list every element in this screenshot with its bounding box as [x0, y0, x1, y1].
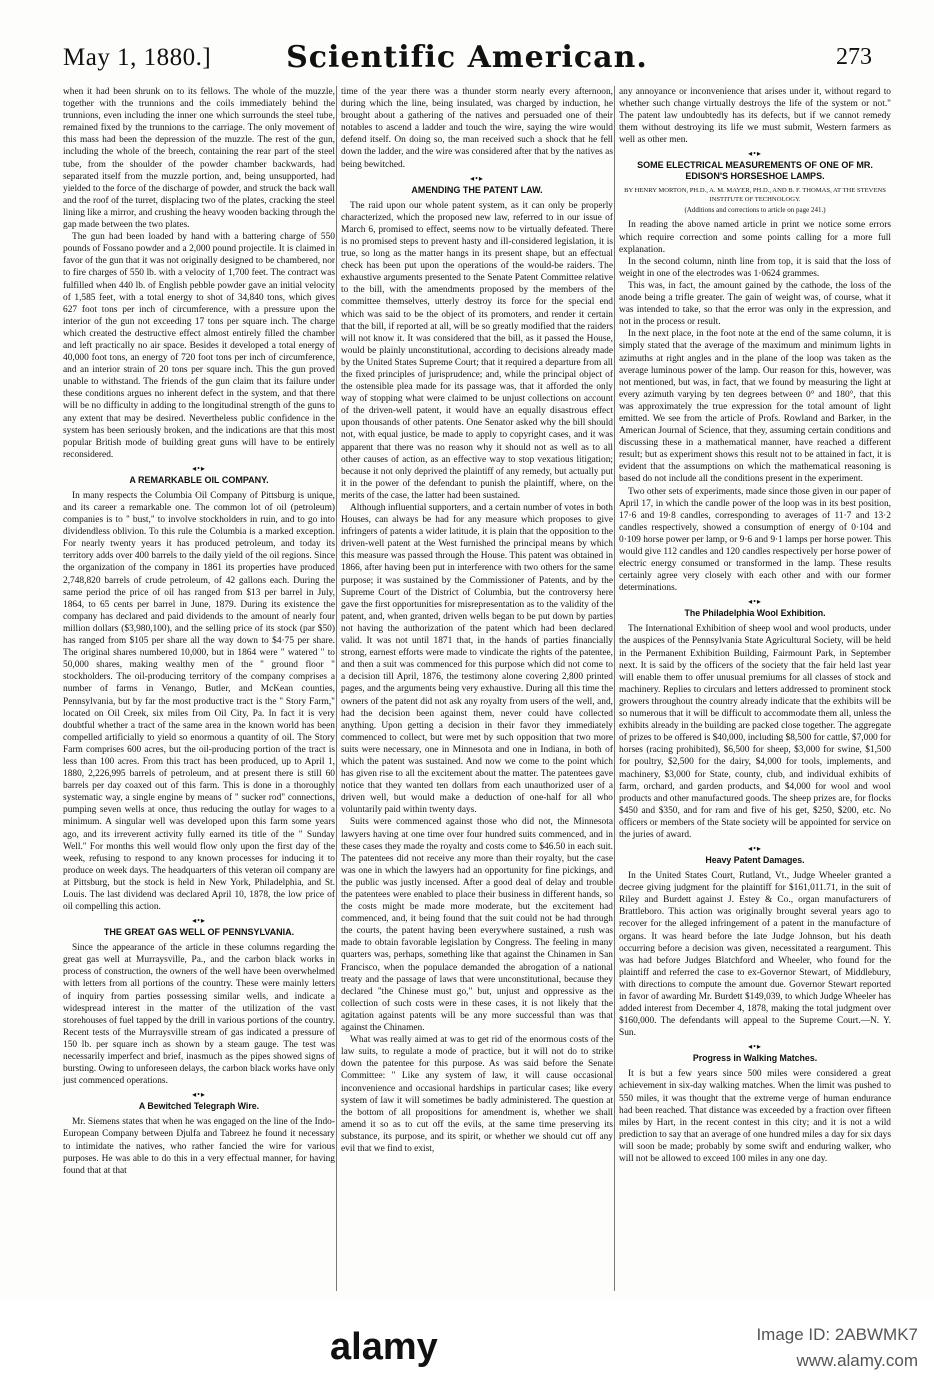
paragraph: Although influential supporters, and a certain number of votes in both Houses, can always be had for any measure which proposes to give infringers of patents a wider latitude, it is plain that the opposition to the driven-well patent at the West furnished the principal means by which this measure was passed through the House. This patent was obtained in 1866, after having been put in interference with two others for the same purpose; it was sustained by the Commissioner of Patents, and by the Supreme Court of the District of Columbia, but the controversy here gave the first opportunities for misrepresentation as to the validity of the patent, and, when granted, driven wells began to be put down by parties not having the authorization of the patent which had been declared valid. It was not until 1871 that, in the hands of parties financially strong, earnest efforts were made to vindicate the rights of the patentee, and then a suit was commenced for this purpose which did not come to a decision till April, 1876, the testimony alone covering 2,800 printed pages, and the arguments being very exhaustive. During all this time the owners of the patent did not ask any royalty from users of the well, and, had the decision been against them, never could have collected anything. Upon getting a decision in their favor they immediately commenced to collect, but were met by such opposition that two more suits were necessary, one in Minnesota and one in Indiana, in both of which the patent was sustained. And now we come to the point which has given rise to all the excitement about the matter. The patentees gave notice that they wanted ten dollars from each unauthorized user of a driven well, but would make a deduction of one-half for all who voluntarily paid within twenty days. [341, 503, 613, 816]
paragraph: time of the year there was a thunder storm nearly every afternoon, during which the line, being insulated, was charged by induction, he brought about a gathering of the natives and persuaded one of their notables to ascend a ladder and touch the wire, saying the wire would defend itself. On doing so, the man received such a shock that he fell down the ladder, and the wire was considered after that by the natives as being bewitched. [341, 87, 613, 170]
issue-date: May 1, 1880.] [63, 44, 212, 71]
paragraph: when it had been shrunk on to its fellows. The whole of the muzzle, together with the trunnions and the coils immediately behind the trunnions, even including the inner one which surrounds the steel tube, remained fixed by the trunnions to the carriage. The only movement of this mass had been the depression of the muzzle. The rest of the gun, including the whole of the breech, containing the rear part of the steel tube, from the shoulder of the powder chamber backwards, had separated itself from the muzzle portion, and, being unsupported, had yielded to the force of the discharge of powder, and struck the back wall and the roof of the turret, displacing two of the plates, cracking the steel lining like a mirror, and crushing the heavy wooden backing through the gap made between the two plates. [63, 87, 335, 231]
paragraph: Since the appearance of the article in these columns regarding the great gas well at Murraysville, Pa., and the carbon black works in process of construction, the owners of the well have been overwhelmed with letters from all portions of the country. These were mainly letters of inquiry from parties possessing similar wells, and indicate a widespread interest in the matter of the utilization of the vast storehouses of fuel tapped by the drill in various portions of the country. Recent tests of the Murraysville stream of gas indicated a pressure of 150 lb. per square inch as shown by a steam gauge. The test was necessarily imperfect and brief, inasmuch as the pipes showed signs of bursting. Owing to unforeseen delays, the carbon black works have only just commenced operations. [63, 943, 335, 1087]
paragraph: It is but a few years since 500 miles were considered a great achievement in six-day walking matches. When the limit was pushed to 550 miles, it was thought that the extreme verge of human endurance had been reached. That distance was exceeded by a fraction over fifteen miles by Hart, in the recent contest in this city; and it is not a wild prediction to say that an average of one hundred miles a day for six days will soon be made; probably by some swift and enduring walker, who will not be allowed to exceed 100 miles in any one day. [619, 1069, 891, 1165]
separator-ornament: ◂•▸ [470, 173, 484, 183]
separator-ornament: ◂•▸ [748, 149, 762, 159]
paragraph: In the second column, ninth line from top, it is said that the loss of weight in one of the electrodes was 1·0624 grammes. [619, 256, 891, 279]
paragraph: Suits were commenced against those who did not, the Minnesota lawyers having at one time over four hundred suits commenced, and in these cases they made the royalty and costs come to $46.50 in each suit. The patentees did not receive any more than their royalty, but the case was one in which the lawyers had an opportunity for fine pickings, and the public was justly incensed. After a good deal of delay and trouble the patentees were enabled to place their business in different hands, so the costs might be made more moderate, but the excitement had commenced, and, it being found that the suit could not be had through the courts, the patent having been everywhere sustained, a rush was made to obtain favorable legislation by Congress. The feeling in many quarters was, perhaps, something like that against the Chinamen in San Francisco, when the populace demanded the abrogation of a national treaty and the passage of laws that were unconstitutional, because they declared "the Chinese must go," but, unjust and oppressive as the collection of such costs were in these cases, it is not likely that the agitation against patents will be any more successful than was that against the Chinamen. [341, 817, 613, 1034]
paragraph: The raid upon our whole patent system, as it can only be properly characterized, which the proposed new law, referred to in our issue of March 6, promised to effect, seems now to be virtually defeated. There is no promised steps to prevent hasty and ill-considered legislation, it is true, so long as the matter hangs in its present shape, but an effectual check has been put upon the operations of the would-be raiders. The exhaustive arguments presented to the Senate Patent Committee relative to the bill, with the amendments proposed by the members of the committee themselves, utterly destroy its force for the special end which was said to be the object of its promoters, and render it certain that the bill, if reported at all, will be so greatly modified that the raiders will not know it. It was considered that the bill, as it passed the House, would be plainly unconstitutional, according to decisions already made by the United States Supreme Court; that it required a departure from all the fixed principles of jurisprudence; and, while the principal object of the ostensible plea made for its passage was, that it afforded the only way of stopping what were claimed to be unjust collections on account of the driven-well patent, it would have an equally disastrous effect upon thousands of other patents. One Senator asked why the bill should not, with equal justice, be made to apply to copyright cases, and it was apparent that there was no reason why it should not as well as to all other causes of action, as an effective way to stop vexatious litigation; because it not only deprived the plaintiff of any remedy, but actually put it in the power of the defendant to punish the plaintiff, where, on the merits of the case, the latter had been sustained. [341, 200, 613, 501]
separator-ornament: ◂•▸ [192, 463, 206, 473]
watermark-info [756, 1322, 918, 1374]
paragraph: In the next place, in the foot note at the end of the same column, it is simply stated that the average of the maximum and minimum lights in azimuths at right angles and in the plane of the loop was taken as the average luminous power of the lamp. Our reason for this, however, was not mentioned, but was, in fact, that we found by measuring the light at every azimuth varying by ten degrees between 0° and 180°, that this was approximately the true expression for the total amount of light emitted. We see from the article of Profs. Rowland and Barker, in the American Journal of Science, that they, assuming certain conditions and discussing these in a mathematical manner, have reached a different result; but as experiment shows this result not to be attained in fact, it is evident that the assumptions on which the mathematical reasoning is based do not include all the conditions present in the experiment. [619, 329, 891, 485]
separator-ornament: ◂•▸ [192, 1090, 206, 1100]
paragraph: Two other sets of experiments, made since those given in our paper of April 17, in which the candle power of the loop was in its best position, 17·6 and 19·8 candles, corresponding to averages of 11·7 and 13·2 candles respectively, showed a consumption of energy of 0·104 and 0·109 horse power per lamp, or 9·6 and 9·1 lamps per horse power. This would give 112 candles and 120 candles respectively per horse power of electric energy consumed or transformed in the lamp. These results certainly agree very closely with each other and with our former determinations. [619, 486, 891, 594]
article-byline: BY HENRY MORTON, PH.D., A. M. MAYER, PH.D., AND B. F. THOMAS, AT THE STEVENS INSTITUTE OF TECHNOLOGY. [624, 187, 886, 204]
site-url: www.alamy.com [796, 1351, 918, 1370]
article-heading: Progress in Walking Matches. [692, 1053, 818, 1064]
paragraph: any annoyance or inconvenience that arises under it, without regard to whether such change virtually destroys the life of the system or not." The patent law undoubtedly has its defects, but if we cannot remedy them without destroying its life we must submit, Western farmers as well as other men. [619, 87, 891, 146]
separator-ornament: ◂•▸ [748, 597, 762, 607]
separator-ornament: ◂•▸ [748, 1042, 762, 1052]
column-rule [336, 86, 337, 1291]
column-3 [619, 86, 891, 1291]
paragraph: What was really aimed at was to get rid of the enormous costs of the law suits, to regulate a mode of practice, but it will not do to strike down the patentee for this purpose. As was said before the Senate Committee: " Like any system of law, it will cause occasional inconvenience and occasional hardships in particular cases; like every system of law it will sometimes be badly administered. The question at the bottom of all propositions for amendment is, whether we shall amend it so as to cut off the evils, at the same time preserving its substance, its purpose, and its spirit, or whether we should cut off any evil that we find to exist, [341, 1035, 613, 1154]
image-id: Image ID: 2ABWMK7 [756, 1325, 918, 1344]
paragraph: This was, in fact, the amount gained by the cathode, the loss of the anode being a trifle greater. The gain of weight was, of course, what it was intended to take, so that the error was only in the expression, and not in the process or result. [619, 280, 891, 328]
article-heading: Heavy Patent Damages. [705, 855, 805, 866]
paragraph: In many respects the Columbia Oil Company of Pittsburg is unique, and its career a remarkable one. The common lot of oil (petroleum) companies is to " bust," to involve stockholders in ruin, and to go into dividendless oblivion. To this rule the Columbia is a marked exception. For nearly twenty years it has produced petroleum, and today its territory adds over 400 barrels to the daily yield of the oil regions. Since the organization of the company in 1861 its properties have produced 2,748,820 barrels of crude petroleum, of 42 gallons each. During the same period the price of oil has ranged from $13 per barrel in July, 1864, to 65 cents per barrel in June, 1879. During its existence the company has declared and paid dividends to the amount of nearly four million dollars ($3,980,100), and the selling price of its stock (par $50) has ranged from $105 per share all the way down to $4·75 per share. The original shares numbered 10,000, but in 1864 were " watered " to 50,000 shares, making wealthy men of the " ground floor " stockholders. The oil-producing territory of the company comprises a number of farms in Venango, Butler, and McKean counties, Pennsylvania, but by far the most productive tract is the " Story Farm," located on Oil Creek, six miles from Oil City, Pa. In fact it is very doubtful whether a tract of the same area in the known world has been compelled artificially to yield so enormous a quantity of oil. The Story Farm comprises 600 acres, but the oil-producing portion of the tract is less than 100 acres. From this tract has been produced, up to April 1, 1880, 2,226,995 barrels of petroleum, and at present there is still 60 barrels per day coaxed out of this farm. This is done in a thoroughly systematic way, a single engine by means of " sucker rod" connections, pumping seven wells at once, thus reducing the outlay for wages to a minimum. A singular well was developed upon this farm some years ago, and its irreverent activity fully earned its title of the " Sunday Well." For months this well would flow only upon the first day of the week, refusing to respond to any known processes for inducing it to produce on week days. The headquarters of this veteran oil company are at Pittsburg, but the stock is held in New York, Philadelphia, and St. Louis. The last dividend was declared April 10, 1878, the low price of oil compelling this action. [63, 490, 335, 913]
paragraph: In the United States Court, Rutland, Vt., Judge Wheeler granted a decree giving judgment for the plaintiff for $161,011.71, in the suit of Riley and Burdett against J. Estey & Co., organ manufacturers of Brattleboro. This action was originally brought several years ago to recover for the alleged infringement of a patent in the manufacture of organs. It was heard before the late Judge Johnson, but his death occurring before a decision was given, necessitated a reargument. This was had before Judges Blatchford and Wheeler, who found for the plaintiff and referred the case to ex-Governor Stewart, of Middlebury, with directions to compute the amount due. Governor Stewart reported in favor of awarding Mr. Burdett $149,039, to which Judge Wheeler has added interest from December 4, 1878, making the total judgment over $160,000. The defendants will appeal to the Supreme Court.—N. Y. Sun. [619, 871, 891, 1039]
paragraph: The gun had been loaded by hand with a battering charge of 550 pounds of Fossano powder and a 2,000 pound projectile. It is claimed in favor of the gun that it was not originally designed to be chambered, nor to fire charges of 550 lb. with a velocity of 1,700 feet. The contract was fulfilled when 440 lb. of English pebble powder gave an initial velocity of 1,585 feet, with a total energy to shot of 34,840 tons, which gives 627 foot tons per inch of circumference, with a pressure upon the interior of the gun not exceeding 17 tons per square inch. The charge which created the destructive effect almost entirely filled the chamber and left practically no air space. Besides it developed a total energy of 40,000 foot tons, an energy of 720 foot tons per inch of circumference, and an interior strain of 20 tons per square inch. This the gun proved unable to withstand. The friends of the gun claim that its failure under these conditions argues no inherent defect in the system, and that there will be no difficulty in adding to the longitudinal strength of the guns to any extent that may be desired. Nevertheless public confidence in the system has been seriously broken, and the indications are that this most popular British mode of building great guns will have to be entirely reconsidered. [63, 232, 335, 460]
page-number: 273 [836, 44, 872, 70]
paragraph: In reading the above named article in print we notice some errors which require correction and some points calling for a more full explanation. [619, 220, 891, 255]
article-heading: A REMARKABLE OIL COMPANY. [129, 474, 269, 485]
separator-ornament: ◂•▸ [748, 844, 762, 854]
column-1 [63, 86, 335, 1291]
article-heading: THE GREAT GAS WELL OF PENNSYLVANIA. [103, 927, 295, 938]
alamy-logo: alamy [330, 1326, 438, 1368]
separator-ornament: ◂•▸ [192, 916, 206, 926]
article-heading: A Bewitched Telegraph Wire. [138, 1101, 260, 1112]
paragraph: Mr. Siemens states that when he was engaged on the line of the Indo-European Company between Djulfa and Tabreez he found it necessary to intimidate the natives, who rather fancied the wire for various purposes. He was able to do this in a very effectual manner, for having found that at that [63, 1117, 335, 1176]
paragraph: The International Exhibition of sheep wool and wool products, under the auspices of the Pennsylvania State Agricultural Society, will be held in the Permanent Exhibition Building, Fairmount Park, in September next. It is said by the officers of the society that the fair held last year will enable them to offer unusual premiums for all classes of stock and machinery. Replies to circulars and letters addressed to prominent stock growers throughout the country already indicate that the exhibits will be so numerous that it will be difficult to accommodate them all, unless the exhibits already in the building are packed close together. The aggregate of prizes to be offered is $40,000, including $8,500 for cattle, $7,000 for horses (racing prohibited), $6,500 for sheep, $3,000 for swine, $1,500 for poultry, $2,500 for the dairy, $4,000 for tools, implements, and machinery, $3,000 for State, county, club, and individual exhibits of farm, orchard, and garden products, and $4,000 for wool and wool products and other manufactured goods. The sheep prizes are, for flocks $450 and $350, and for ram and five of his get, $250, $200, etc. No officers or members of the State society will be appointed for service on the juries of award. [619, 624, 891, 840]
article-note: (Additions and corrections to article on page 241.) [684, 206, 826, 215]
column-2 [341, 86, 613, 1291]
article-heading: The Philadelphia Wool Exhibition. [684, 608, 826, 619]
column-rule [614, 86, 615, 1291]
article-heading: AMENDING THE PATENT LAW. [411, 184, 543, 195]
article-heading: SOME ELECTRICAL MEASUREMENTS OF ONE OF MR. EDISON'S HORSESHOE LAMPS. [637, 160, 873, 182]
masthead-title: Scientific American. [286, 40, 648, 75]
